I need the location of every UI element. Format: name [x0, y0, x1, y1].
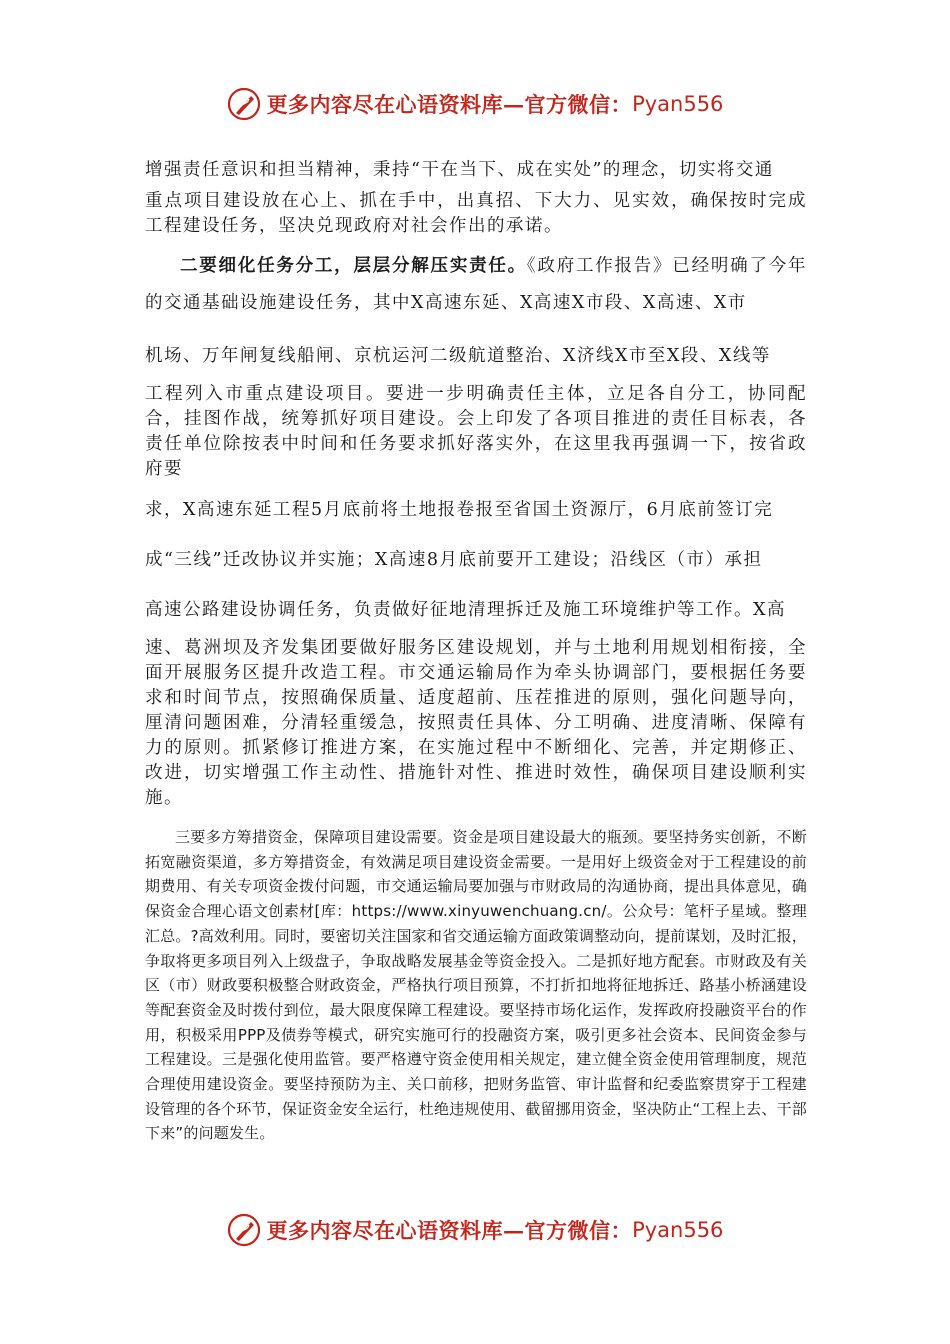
paragraph-1-rest: 重点项目建设放在心上、抓在手中，出真招、下大力、见实效，确保按时完成工程建设任务，坚决兑现政府对社会作出的承诺。 — [145, 191, 807, 236]
paragraph-2-b: 机场、万年闸复线船闸、京杭运河二级航道整治、X济线X市至X段、X线等 — [145, 346, 771, 366]
watermark-handle: Pyan556 — [632, 92, 724, 116]
watermark-handle: Pyan556 — [632, 1218, 724, 1242]
watermark-text: 更多内容尽在心语资料库—官方微信： — [266, 92, 633, 117]
paragraph-1-line-1: 增强责任意识和担当精神，秉持“干在当下、成在实处”的理念，切实将交通 — [145, 160, 774, 180]
watermark-banner-top — [0, 84, 950, 124]
document-body — [145, 152, 807, 1146]
paragraph-2-f: 高速公路建设协调任务，负责做好征地清理拆迁及施工环境维护等工作。X高 — [145, 600, 786, 620]
paragraph-2-a: 《政府工作报告》已经明确了今年的交通基础设施建设任务，其中X高速东延、X高速X市段、X高速、X市 — [145, 256, 807, 313]
paragraph-2-heading: 二要细化任务分工，层层分解压实责任。 — [180, 256, 527, 276]
paragraph-2-e: 成“三线”迁改协议并实施；X高速8月底前要开工建设；沿线区（市）承担 — [145, 550, 763, 570]
paragraph-2 — [145, 248, 807, 811]
paragraph-3: 三要多方筹措资金，保障项目建设需要。资金是项目建设最大的瓶颈。要坚持务实创新，不断拓宽融资渠道，多方筹措资金，有效满足项目建设资金需要。一是用好上级资金对于工程建设的前期费用、有关专项资金拨付问题，市交通运输局要加强与市财政局的沟通协商，提出具体意见，确保资金合理心语文创素材[库：https://www.xinyuwenchuang.cn/。公众号：笔杆子星域。整理汇总。?高效利用。同时，要密切关注国家和省交通运输方面政策调整动向，提前谋划，及时汇报，争取将更多项目列入上级盘子，争取战略发展基金等资金投入。二是抓好地方配套。市财政及有关区（市）财政要积极整合财政资金，严格执行项目预算，不打折扣地将征地拆迁、路基小桥涵建设等配套资金及时拨付到位，最大限度保障工程建设。要坚持市场化运作，发挥政府投融资平台的作用，积极采用PPP及债券等模式，研究实施可行的投融资方案，吸引更多社会资本、民间资金参与工程建设。三是强化使用监管。要严格遵守资金使用相关规定，建立健全资金使用管理制度，规范合理使用建设资金。要坚持预防为主、关口前移，把财务监管、审计监督和纪委监察贯穿于工程建设管理的各个环节，保证资金安全运行，杜绝违规使用、截留挪用资金，坚决防止“工程上去、干部下来”的问题发生。 — [145, 828, 807, 1143]
quill-logo-icon — [227, 1213, 261, 1247]
watermark-text: 更多内容尽在心语资料库—官方微信： — [266, 1218, 633, 1243]
paragraph-1 — [145, 152, 807, 238]
paragraph-2-c: 工程列入市重点建设项目。要进一步明确责任主体，立足各自分工，协同配合，挂图作战，统筹抓好项目建设。会上印发了各项目推进的责任目标表，各责任单位除按表中时间和任务要求抓好落实外，在这里我再强调一下，按省政府要 — [145, 384, 807, 479]
quill-logo-icon — [227, 87, 261, 121]
watermark-banner-bottom — [0, 1210, 950, 1250]
paragraph-2-d: 求，X高速东延工程5月底前将土地报卷报至省国土资源厅，6月底前签订完 — [145, 500, 774, 520]
paragraph-2-g: 速、葛洲坝及齐发集团要做好服务区建设规划，并与土地利用规划相衔接，全面开展服务区提升改造工程。市交通运输局作为牵头协调部门，要根据任务要求和时间节点，按照确保质量、适度超前、压茬推进的原则，强化问题导向，厘清问题困难，分清轻重缓急，按照责任具体、分工明确、进度清晰、保障有力的原则。抓紧修订推进方案，在实施过程中不断细化、完善，并定期修正、改进，切实增强工作主动性、措施针对性、推进时效性，确保项目建设顺利实施。 — [145, 638, 807, 808]
